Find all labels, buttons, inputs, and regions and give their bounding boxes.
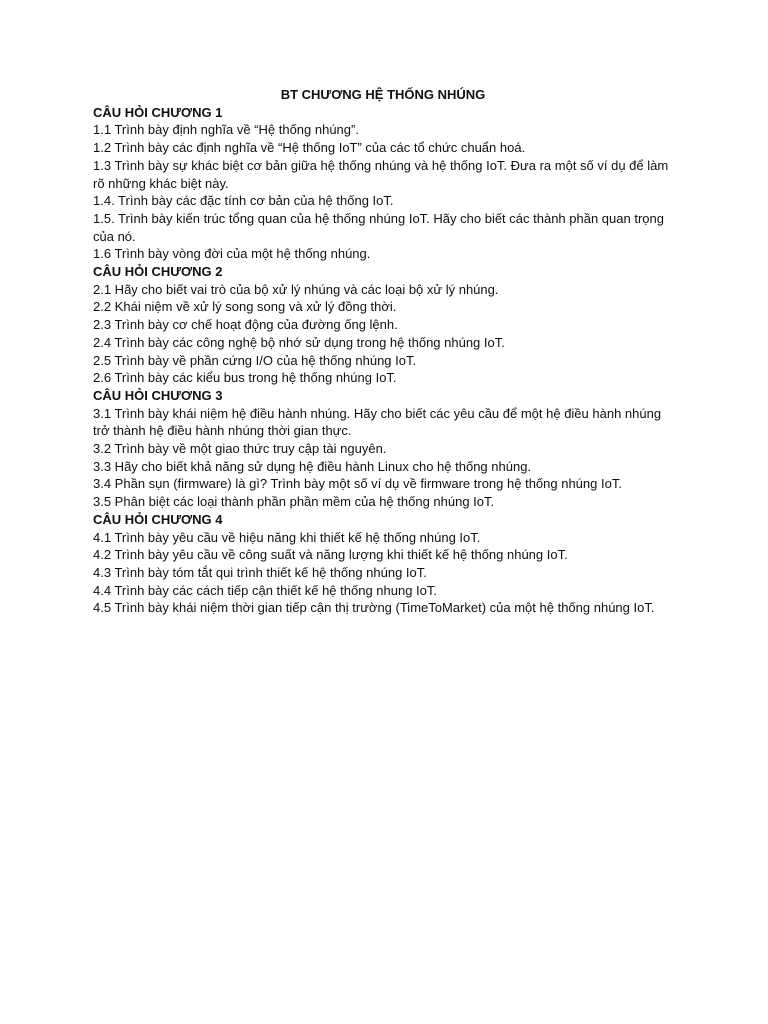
section-heading: CÂU HỎI CHƯƠNG 3 [93,387,223,403]
question-4-3: 4.3 Trình bày tóm tắt qui trình thiết kế hệ thống nhúng IoT. [93,564,427,580]
question-2-1: 2.1 Hãy cho biết vai trò của bộ xử lý nhúng và các loại bộ xử lý nhúng. [93,281,499,297]
question-3-1: 3.1 Trình bày khái niệm hệ điều hành nhúng. Hãy cho biết các yêu cầu để một hệ điều hành nhúng trở thành hệ điều hành nhúng thời gian thực. [93,405,662,439]
question-2-3: 2.3 Trình bày cơ chế hoạt động của đường ống lệnh. [93,317,398,333]
question-3-5: 3.5 Phân biệt các loại thành phần phần mềm của hệ thống nhúng IoT. [93,494,495,510]
question-1-6: 1.6 Trình bày vòng đời của một hệ thống nhúng. [93,246,371,262]
question-1-5: 1.5. Trình bày kiến trúc tổng quan của hệ thống nhúng IoT. Hãy cho biết các thành phần quan trọng của nó. [93,210,664,244]
section-heading: CÂU HỎI CHƯƠNG 2 [93,264,223,280]
question-4-4: 4.4 Trình bày các cách tiếp cận thiết kế hệ thống nhung IoT. [93,582,438,598]
question-4-1: 4.1 Trình bày yêu cầu về hiệu năng khi thiết kế hệ thống nhúng IoT. [93,529,481,545]
section-heading: CÂU HỎI CHƯƠNG 4 [93,511,223,527]
question-1-1: 1.1 Trình bày định nghĩa về “Hệ thống nhúng”. [93,122,359,138]
question-1-3: 1.3 Trình bày sự khác biệt cơ bản giữa hệ thống nhúng và hệ thống IoT. Đưa ra một số ví dụ để làm rõ những khác biệt này. [93,157,669,191]
section-chapter-3 [93,387,671,511]
question-2-6: 2.6 Trình bày các kiểu bus trong hệ thống nhúng IoT. [93,370,397,386]
document-body [93,86,671,617]
question-2-2: 2.2 Khái niệm về xử lý song song và xử lý đồng thời. [93,299,397,315]
question-3-3: 3.3 Hãy cho biết khả năng sử dụng hệ điều hành Linux cho hệ thống nhúng. [93,458,532,474]
question-2-5: 2.5 Trình bày về phần cứng I/O của hệ thống nhúng IoT. [93,352,417,368]
question-1-2: 1.2 Trình bày các định nghĩa về “Hệ thống IoT” của các tổ chức chuẩn hoá. [93,140,526,156]
section-chapter-4 [93,511,671,617]
question-3-4: 3.4 Phần sụn (firmware) là gì? Trình bày một số ví dụ về firmware trong hệ thống nhúng IoT. [93,476,622,492]
document-title: BT CHƯƠNG HỆ THỐNG NHÚNG [280,87,486,102]
section-chapter-2 [93,263,671,387]
question-2-4: 2.4 Trình bày các công nghệ bộ nhớ sử dụng trong hệ thống nhúng IoT. [93,334,505,350]
question-4-2: 4.2 Trình bày yêu cầu về công suất và năng lượng khi thiết kế hệ thống nhúng IoT. [93,547,568,563]
question-4-5: 4.5 Trình bày khái niệm thời gian tiếp cận thị trường (TimeToMarket) của một hệ thống nhúng IoT. [93,600,655,616]
question-3-2: 3.2 Trình bày về một giao thức truy cập tài nguyên. [93,441,387,457]
section-chapter-1 [93,104,671,263]
section-heading: CÂU HỎI CHƯƠNG 1 [93,104,223,120]
question-1-4: 1.4. Trình bày các đặc tính cơ bản của hệ thống IoT. [93,193,394,209]
